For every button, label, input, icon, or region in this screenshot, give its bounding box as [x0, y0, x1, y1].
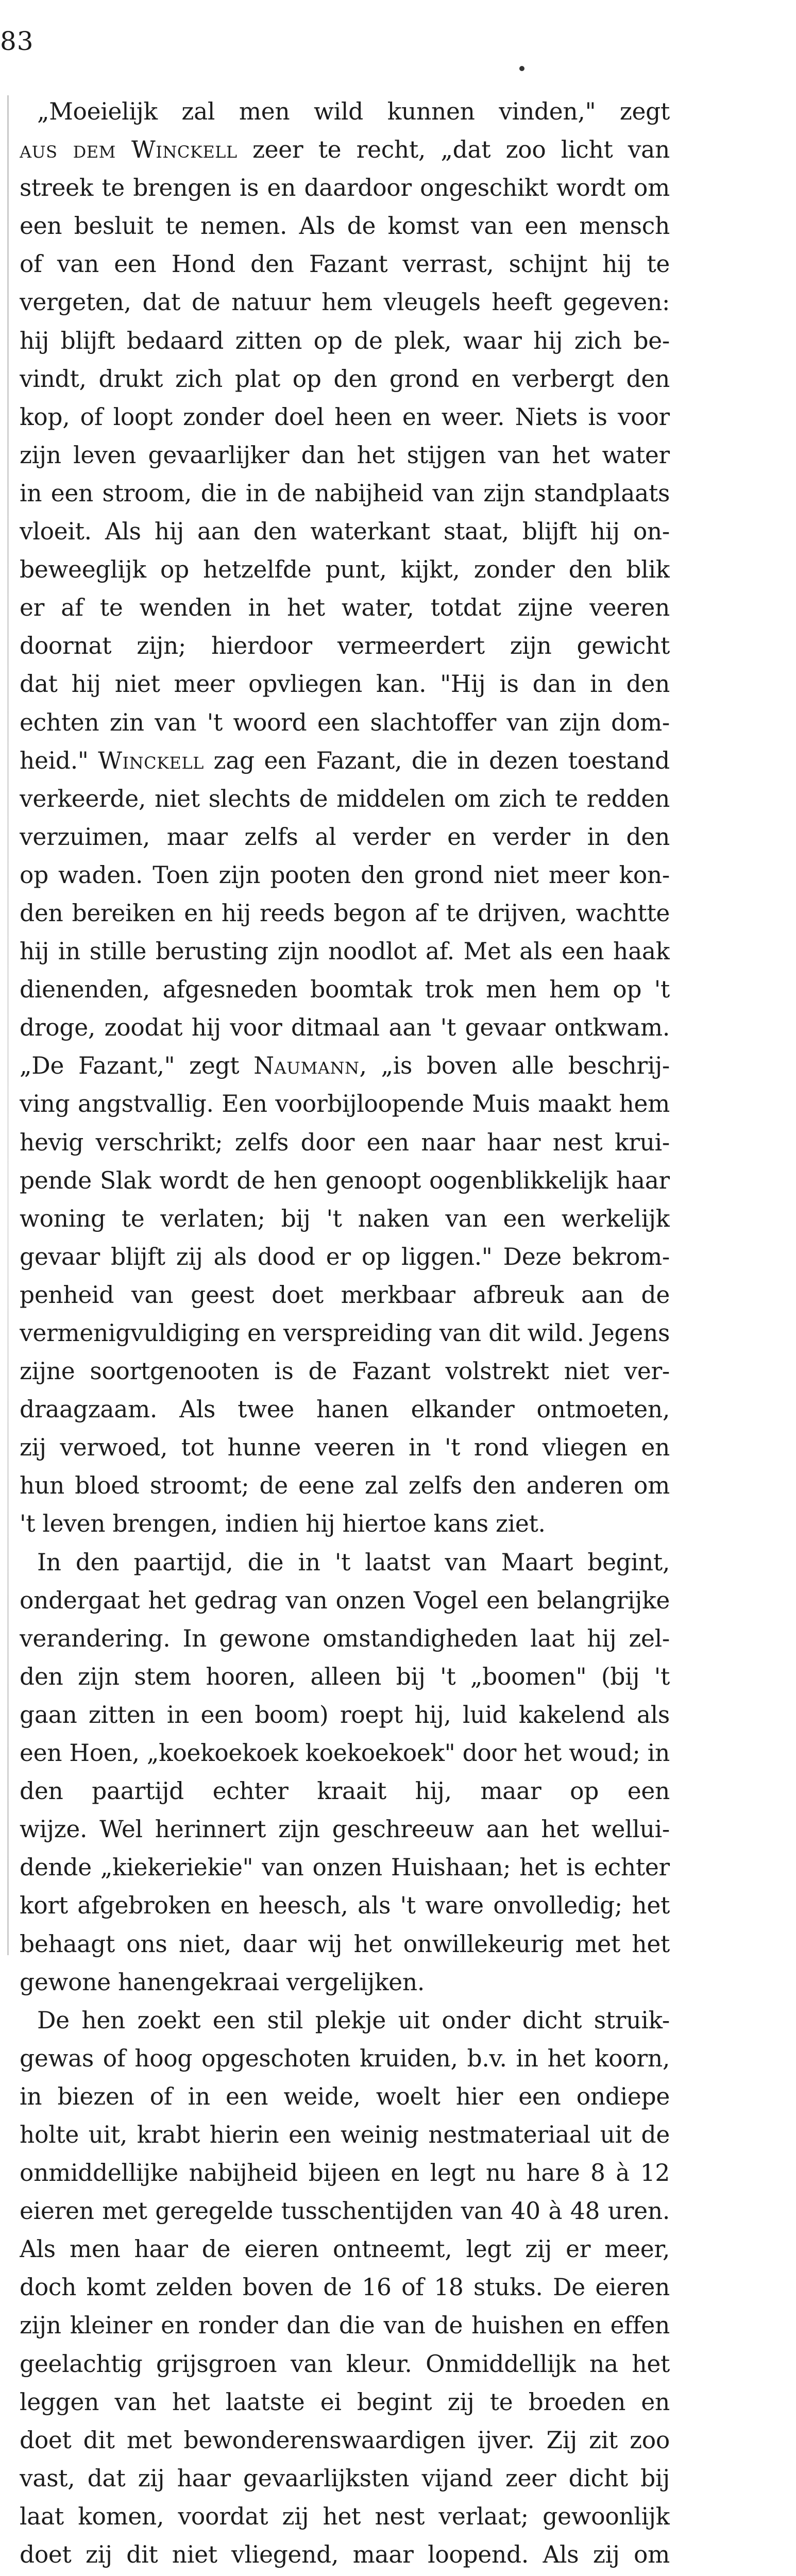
- text-line: [20, 2154, 670, 2192]
- text-line: [20, 474, 670, 513]
- text-line: [20, 513, 670, 551]
- text-line: [20, 207, 670, 245]
- line-text: zijn leven gevaarlijker dan het stijgen van het water: [20, 441, 670, 469]
- text-line: [20, 1162, 670, 1200]
- author-name: Winckell: [98, 747, 204, 774]
- line-text: holte uit, krabt hierin een weinig nestmateriaal uit de: [20, 2121, 670, 2148]
- text-line: [20, 1963, 670, 2002]
- line-text: doornat zijn; hierdoor vermeerdert zijn gewicht: [20, 632, 670, 660]
- line-text: dienenden, afgesneden boomtak trok men hem op 't: [20, 976, 670, 1004]
- line-text: woning te verlaten; bij 't naken van een werkelijk: [20, 1205, 670, 1232]
- line-text: den bereiken en hij reeds begon af te drijven, wachtte: [20, 899, 670, 927]
- line-text: eieren met geregelde tusschentijden van 40 à 48 uren.: [20, 2197, 670, 2225]
- line-text: vergeten, dat de natuur hem vleugels heeft gegeven:: [20, 289, 670, 316]
- text-line: [20, 2421, 670, 2460]
- line-text: „Moeielijk zal men wild kunnen vinden," zegt: [37, 98, 670, 125]
- line-text: zijne soortgenooten is de Fazant volstrekt niet ver-: [20, 1358, 670, 1385]
- text-line: [20, 322, 670, 360]
- text-line: [20, 1238, 670, 1276]
- line-text: hevig verschrikt; zelfs door een naar haar nest krui-: [20, 1128, 670, 1156]
- line-text: echten zin van 't woord een slachtoffer van zijn dom-: [20, 708, 670, 736]
- author-name: Naumann: [253, 1052, 360, 1080]
- text-line: [20, 780, 670, 818]
- text-line: [20, 2116, 670, 2154]
- text-line: [20, 627, 670, 665]
- text-line: [20, 856, 670, 894]
- line-text: Als men haar de eieren ontneemt, legt zij er meer,: [20, 2235, 670, 2263]
- text-line: [20, 1009, 670, 1047]
- body-text: [20, 93, 670, 2576]
- line-text: geelachtig grijsgroen van kleur. Onmiddellijk na het: [20, 2350, 670, 2378]
- text-line: [20, 2498, 670, 2536]
- line-text: zag een Fazant, die in dezen toestand: [204, 747, 670, 774]
- text-line: [20, 933, 670, 971]
- author-name: aus dem Winckell: [20, 136, 238, 164]
- line-text: in een stroom, die in de nabijheid van zijn standplaats: [20, 479, 670, 507]
- line-text: zeer te recht, „dat zoo licht van: [237, 136, 670, 164]
- text-line: [20, 1658, 670, 1696]
- line-text: pende Slak wordt de hen genoopt oogenblikkelijk haar: [20, 1166, 670, 1194]
- text-line: [20, 1734, 670, 1772]
- text-line: [20, 1505, 670, 1543]
- line-text: dat hij niet meer opvliegen kan. "Hij is dan in den: [20, 670, 670, 698]
- line-text: den paartijd echter kraait hij, maar op een: [20, 1777, 670, 1805]
- line-text: De hen zoekt een stil plekje uit onder dicht struik-: [37, 2006, 670, 2034]
- line-text: droge, zoodat hij voor ditmaal aan 't gevaar ontkwam.: [20, 1014, 670, 1042]
- text-line: [20, 2192, 670, 2230]
- text-line: [20, 2460, 670, 2498]
- line-text: kop, of loopt zonder doel heen en weer. Niets is voor: [20, 403, 670, 431]
- text-line: [20, 589, 670, 627]
- line-text: ving angstvallig. Een voorbijloopende Muis maakt hem: [20, 1090, 670, 1118]
- text-line: [20, 2002, 670, 2040]
- line-text: hun bloed stroomt; de eene zal zelfs den anderen om: [20, 1472, 670, 1500]
- line-text: op waden. Toen zijn pooten den grond niet meer kon-: [20, 861, 670, 889]
- text-line: [20, 742, 670, 780]
- line-text: ondergaat het gedrag van onzen Vogel een belangrijke: [20, 1586, 670, 1614]
- line-text: , „is boven alle beschrij-: [359, 1052, 670, 1080]
- line-text: gaan zitten in een boom) roept hij, luid kakelend als: [20, 1701, 670, 1728]
- text-line: [20, 2345, 670, 2383]
- line-text: gewone hanengekraai vergelijken.: [20, 1968, 425, 1996]
- text-line: [20, 1925, 670, 1963]
- text-line: [20, 131, 670, 169]
- text-line: [20, 1620, 670, 1658]
- text-line: [20, 2307, 670, 2345]
- text-line: [20, 1391, 670, 1429]
- text-line: [20, 1085, 670, 1123]
- line-text: of van een Hond den Fazant verrast, schijnt hij te: [20, 250, 670, 278]
- text-line: [20, 2536, 670, 2574]
- text-line: [20, 1467, 670, 1505]
- text-line: [20, 1314, 670, 1352]
- line-text: beweeglijk op hetzelfde punt, kijkt, zonder den blik: [20, 556, 670, 584]
- line-text: gevaar blijft zij als dood er op liggen." Deze bekrom-: [20, 1243, 670, 1270]
- margin-rule: [7, 95, 9, 1955]
- text-line: [20, 1429, 670, 1467]
- text-line: [20, 1772, 670, 1810]
- line-text: draagzaam. Als twee hanen elkander ontmoeten,: [20, 1396, 670, 1423]
- text-line: [20, 245, 670, 283]
- text-line: [20, 436, 670, 474]
- line-text: In den paartijd, die in 't laatst van Maart begint,: [37, 1548, 670, 1576]
- ink-speck: [519, 66, 524, 71]
- text-line: [20, 1810, 670, 1849]
- line-text: een Hoen, „koekoekoek koekoekoek" door het woud; in: [20, 1739, 670, 1767]
- text-line: [20, 818, 670, 856]
- text-line: [20, 894, 670, 933]
- line-text: leggen van het laatste ei begint zij te broeden en: [20, 2388, 670, 2416]
- text-line: [20, 2383, 670, 2421]
- text-line: [20, 2230, 670, 2268]
- text-line: [20, 1276, 670, 1314]
- text-line: [20, 1696, 670, 1734]
- line-text: onmiddellijke nabijheid bijeen en legt nu hare 8 à 12: [20, 2159, 670, 2187]
- line-text: doet zij dit niet vliegend, maar loopend. Als zij om: [20, 2541, 670, 2568]
- line-text: doet dit met bewonderenswaardigen ijver. Zij zit zoo: [20, 2426, 670, 2454]
- line-text: kort afgebroken en heesch, als 't ware onvolledig; het: [20, 1892, 670, 1920]
- line-text: behaagt ons niet, daar wij het onwillekeurig met het: [20, 1930, 670, 1958]
- text-line: [20, 2268, 670, 2307]
- line-text: dende „kiekeriekie" van onzen Huishaan; het is echter: [20, 1854, 670, 1882]
- line-text: verzuimen, maar zelfs al verder en verder in den: [20, 823, 670, 851]
- line-text: hij blijft bedaard zitten op de plek, waar hij zich be-: [20, 327, 670, 354]
- text-line: [20, 283, 670, 321]
- text-line: [20, 360, 670, 398]
- line-text: zijn kleiner en ronder dan die van de huishen en effen: [20, 2312, 670, 2340]
- text-line: [20, 551, 670, 589]
- text-line: [20, 1544, 670, 1582]
- text-line: [20, 1200, 670, 1238]
- line-text: vindt, drukt zich plat op den grond en verbergt den: [20, 365, 670, 393]
- line-text: doch komt zelden boven de 16 of 18 stuks. De eieren: [20, 2274, 670, 2301]
- text-line: [20, 2078, 670, 2116]
- line-text: 't leven brengen, indien hij hiertoe kans ziet.: [20, 1510, 546, 1538]
- line-text: den zijn stem hooren, alleen bij 't „boomen" (bij 't: [20, 1663, 670, 1690]
- line-text: verkeerde, niet slechts de middelen om zich te redden: [20, 785, 670, 812]
- line-text: heid.": [20, 747, 98, 774]
- text-line: [20, 2040, 670, 2078]
- text-line: [20, 704, 670, 742]
- line-text: penheid van geest doet merkbaar afbreuk aan de: [20, 1281, 670, 1309]
- text-line: [20, 1352, 670, 1391]
- line-text: hij in stille berusting zijn noodlot af. Met als een haak: [20, 938, 670, 965]
- line-text: in biezen of in een weide, woelt hier een ondiepe: [20, 2082, 670, 2110]
- text-line: [20, 398, 670, 436]
- text-line: [20, 1849, 670, 1887]
- text-line: [20, 169, 670, 207]
- line-text: er af te wenden in het water, totdat zijne veeren: [20, 594, 670, 622]
- text-line: [20, 665, 670, 703]
- page-number: 83: [0, 26, 34, 56]
- line-text: laat komen, voordat zij het nest verlaat; gewoonlijk: [20, 2502, 670, 2530]
- line-text: „De Fazant," zegt: [20, 1052, 254, 1080]
- text-line: [20, 1047, 670, 1085]
- line-text: streek te brengen is en daardoor ongeschikt wordt om: [20, 174, 670, 202]
- line-text: vloeit. Als hij aan den waterkant staat, blijft hij on-: [20, 518, 670, 546]
- text-line: [20, 1887, 670, 1925]
- line-text: vermenigvuldiging en verspreiding van dit wild. Jegens: [20, 1319, 670, 1347]
- line-text: gewas of hoog opgeschoten kruiden, b.v. in het koorn,: [20, 2044, 670, 2072]
- text-line: [20, 1124, 670, 1162]
- text-line: [20, 971, 670, 1009]
- line-text: een besluit te nemen. Als de komst van een mensch: [20, 212, 670, 240]
- line-text: vast, dat zij haar gevaarlijksten vijand zeer dicht bij: [20, 2464, 670, 2492]
- text-line: [20, 93, 670, 131]
- line-text: zij verwoed, tot hunne veeren in 't rond vliegen en: [20, 1434, 670, 1462]
- text-line: [20, 2574, 670, 2576]
- line-text: verandering. In gewone omstandigheden laat hij zel-: [20, 1624, 670, 1652]
- line-text: wijze. Wel herinnert zijn geschreeuw aan het welluі-: [20, 1816, 670, 1843]
- text-line: [20, 1582, 670, 1620]
